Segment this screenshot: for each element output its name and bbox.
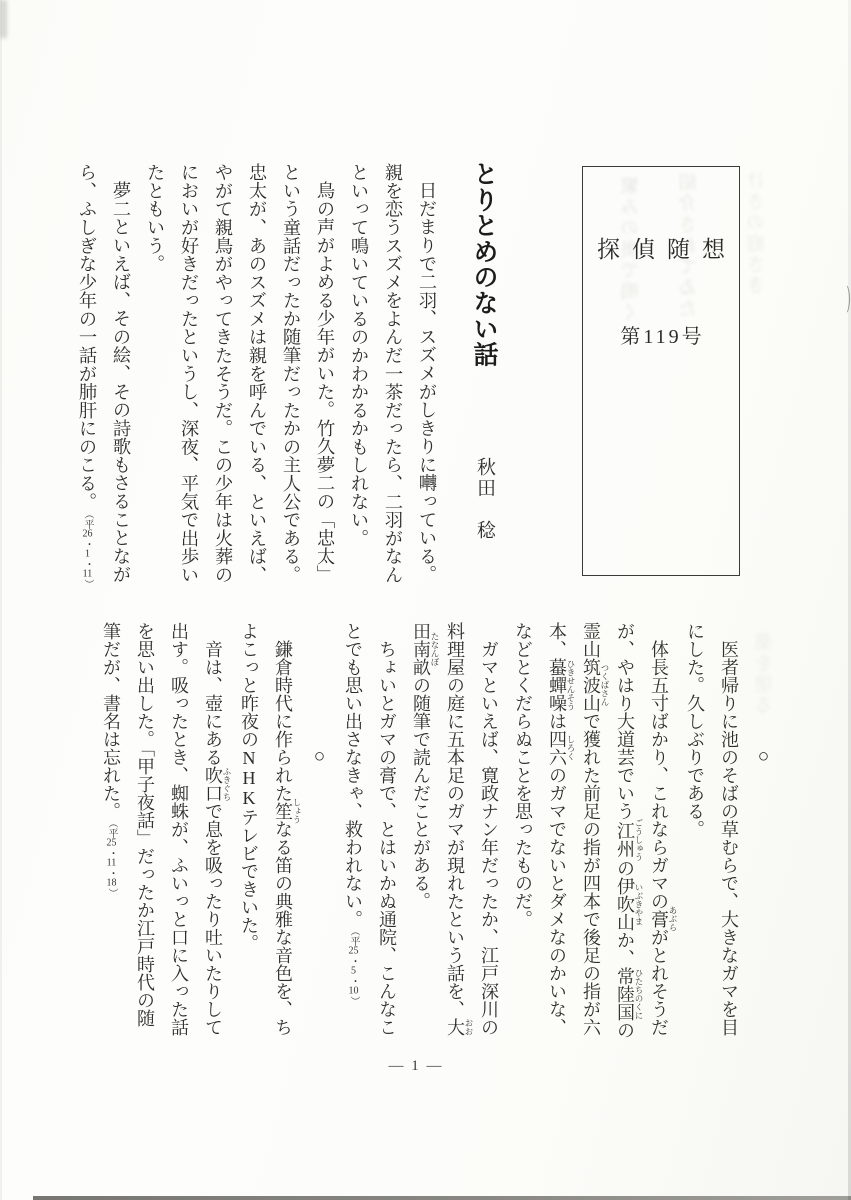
scan-artifact-bottom-edge <box>33 1196 851 1200</box>
article-title: とりとめのない話 <box>470 161 498 368</box>
bleedthrough-text: 繁みの奥で鳴く <box>621 176 642 323</box>
scan-artifact-left-edge <box>0 0 2 1200</box>
paragraph: ガマといえば、寛政ナン年だったか、江戸深川の料理屋の庭に五本足のガマが現れたという話を、大 おお田南畝 たなんぼの随筆で読んだことがある。 <box>411 622 499 1036</box>
paragraph: 体長五寸ばかり、これならガマの膏 あぶらがとれそうだが、やはり大道芸でいう江州 ごうしゅうの伊吹山 いぶきやまか、常陸国 ひたちのくにの霊山筑波山 つくばさんで獲れた前足の指が四本で後足の指が六本、蟇蟬噪 ひきせんそうは四六 しろくのガマでないとダメなのかいな、などとくだらぬことを思ったものだ。 <box>513 622 678 1040</box>
paragraph: 医者帰りに池のそばの草むらで、大きなガマを目にした。久しぶりである。 <box>685 622 739 1036</box>
paragraph: 鳥の声がよめる少年がいた。竹久夢二の「忠太」という童話だったか随筆だったかの主人公である。忠太が、あのスズメは親を呼んでいる、といえば、やがて親鳥がやってきたそうだ。この少年は火葬のにおいが好きだったというし、深夜、平気で出歩いたともいう。 <box>145 163 335 584</box>
essay-section <box>336 622 780 1043</box>
ruby-word: 四六 しろく <box>547 730 576 766</box>
paragraph: 日だまりで二羽、スズメがしきりに囀っている。親を恋うスズメをよんだ一茶だったら、二羽がなんといって鳴いているのかわかるかもしれない。 <box>349 163 437 584</box>
paragraph: ちょいとガマの膏で、とはいかぬ通院、こんなことでも思い出さなきゃ、救われない。（平25・5・10） <box>343 622 397 1036</box>
page-number: — 1 — <box>388 1058 444 1074</box>
bleedthrough-text: 薬を塗る <box>755 632 776 716</box>
bleedthrough-text: 紹介されてゐた <box>679 172 700 319</box>
ruby-word: 吹口 ふきぐち <box>203 766 232 802</box>
top-article-text <box>67 163 444 599</box>
ruby-word: 膏 あぶら <box>649 906 678 932</box>
ruby-word: 常陸国 ひたちのくに <box>615 967 644 1022</box>
issue-number: 第119号 <box>620 326 705 348</box>
bleedthrough-text: けさの庭さき <box>747 170 768 296</box>
entry-date: （平25・5・10） <box>348 931 359 1006</box>
journal-title: 探偵随想 <box>597 237 737 262</box>
essay-section <box>94 622 336 1043</box>
latin-upright-text: NHK <box>239 748 259 808</box>
section-marker: ○ <box>753 746 774 767</box>
ruby-word: 江州 ごうしゅう <box>615 818 644 861</box>
paragraph: 音は、壺にある吹口 ふきぐちで息を吸ったり吐いたりして出す。吸ったとき、蜘蛛が、ふいっと口に入った話を思い出した。「甲子夜話」だったか江戸時代の随筆だが、書名は忘れた。（平25・11・18） <box>101 622 232 1036</box>
scan-artifact-corner <box>0 0 7 38</box>
ruby-word: 蟇蟬噪 ひきせんそう <box>547 658 576 712</box>
ruby-word: 筑波山 つくばさん <box>581 658 610 712</box>
bottom-article-text <box>88 622 780 1043</box>
ruby-word: 伊吹山 いぶきやま <box>615 877 644 932</box>
paragraph: 夢二といえば、その絵、その詩歌もさることながら、ふしぎな少年の一話が肺肝にのこる。（平26・1・11） <box>77 163 131 589</box>
paragraph: 鎌倉時代に作られた笙 しょうなる笛の典雅な音色を、ちよこっと昨夜のNHKテレビできいた。 <box>239 622 302 1036</box>
ruby-word: 田南畝 たなんぼ <box>411 622 440 676</box>
masthead-box <box>582 166 740 576</box>
section-marker: ○ <box>309 746 330 767</box>
article-author: 秋田 稔 <box>474 457 495 542</box>
entry-date: （平26・1・11） <box>82 513 93 589</box>
ruby-word: 大 おお <box>445 1018 474 1036</box>
ruby-word: 笙 しょう <box>273 798 302 824</box>
entry-date: （平25・11・18） <box>106 823 117 898</box>
title-column <box>450 161 502 597</box>
